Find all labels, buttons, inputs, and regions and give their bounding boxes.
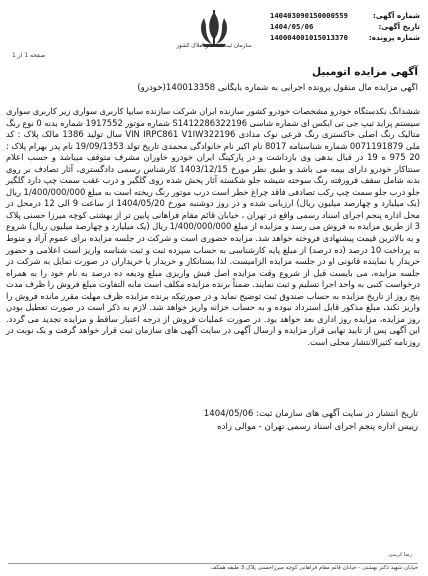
publish-date-line: تاریخ انتشار در سایت آگهی های سازمان ثبت: 1404/05/06 bbox=[203, 409, 418, 419]
notice-subtitle: آگهی مزایده مال منقول پرونده اجرایی به شماره بایگانی 140013358(خودرو) bbox=[137, 83, 418, 93]
notice-footer bbox=[8, 408, 418, 433]
ad-number-value: 140403090150000559 bbox=[270, 11, 348, 20]
office-address: خیابان شهید دکتر بهشتی - خیابان قائم مقام فراهانی کوچه میرزاحسنی پلاک 3 طبقه همکف bbox=[8, 563, 418, 571]
notice-meta bbox=[270, 10, 420, 44]
notice-body: ششدانگ یکدستگاه خودرو مشخصات خودرو کشور سازنده ایران شرکت سازنده سایپا کاربری سواری زیر کاربری سواری سیستم پراید تیپ جی تی ایکس ای شماره شاسی S1412286322196 شماره موتور 1917552 شماره بدنه 0 نوع رنگ متالیک رنگ اصلی خاکستری رنگ فرعی نوک مدادی VIN IRPC861 V1IW322196 سال تولید 1386 مالک پلاک : کد ملی 0071191879 شماره شناسنامه 8017 نام اکبر نام خانوادگی محمدی تاریخ تولد 19/09/1353 نام پدر بهرام پلاک : 20 975 ه 19 در قبال بدهی وی بازداشت و در پارکینگ ایران خودرو خاوران مشرف متوقف میباشد و حسب اعلام سنتاکار خودرو دارای بیمه می باشد و طبق نظر مورخ 1403/12/15 کارشناس رسمی دادگستری، آثار تصادف بر روی بدنه شامل سقف فرورفته رنگ سوخته شیشه جلو شکسته آثار پخش شده روی گلگیر و درب عقب سمت چپ دارد گلگیر جلو درب جلو سمت چپ رکب تصادفی فاقد چراغ خطر است درب موتور رنگ ریخته است به مبلغ 1/400/000/000 ریال (یک میلیارد و چهارصد میلیون ریال) ارزیابی شده و در روز دوشنبه مورخ 1404/05/20 از ساعت 9 الی 12 درمحل در محل اداره پنجم اجرای اسناد رسمی واقع در تهران ، خیابان قائم مقام فراهانی پایین تر از بهشتی کوچه میرزا حسنی پلاک 3 از طریق مزایده به فروش می رسد و مزایده از مبلغ 1/400/000/000 ریال (یک میلیارد و چهارصد میلیون ریال) شروع و به بالاترین قیمت پیشنهادی فروخته خواهد شد. مزایده حضوری است و شرکت در جلسه مزایده برای عموم آزاد و منوط به پرداخت 10 درصد (ده درصد) از مبلغ پایه کارشناسی به حساب سپرده ثبت و ثبت شناسه واریز است اعلامی و حضور خریدار یا نماینده قانونی او در جلسه مزایده الزامیست. لذا بستانکار و خریدار یا خریداران در صورت تمایل به شرکت در جلسه مزایده، می بایست قبل از شروع وقت مزایده اصل فیش واریزی مبلغ ودیعه ده درصد به نام خود را به همراه درخواست کتبی به واحد اجرا تسلیم و ثبت نمایند. ضمناً برنده مزایده مکلف است مابه التفاوت مبلغ فروش را ظرف مدت پنج روز از تاریخ مزایده به حساب صندوق ثبت توضیح نماید و در صورتیکه برنده مزایده ظرف مهلت مقرر مانده فروش را واریز نکند، مبلغ مذکور قابل استرداد نبوده و به حساب خزانه واریز خواهد شد. لازم به ذکر است در صورت تعطیل بودن روز مزایده، مزایده روز اداری بعد خواهد بود. در صورت عملیات فروش از درجه اعتبار ساقط و مزایده تجدید می گردد. این آگهی پس از تایید نهایی قرار مزایده و ارسال آگهی در سایت آگهی های سازمان ثبت قرار خواهد گرفت و یک نوبت در روزنامه کثیرالانتشار محلی است. bbox=[6, 106, 421, 347]
ad-date-row bbox=[270, 21, 420, 32]
ad-date-label: تاریخ آگهی: bbox=[378, 22, 420, 32]
signature-text: رضا کریمی bbox=[388, 552, 412, 558]
case-number-label: شماره پرونده: bbox=[368, 33, 420, 43]
sheet-indicator: صفحه 1 از 1 bbox=[12, 52, 46, 59]
case-number-value: 140004001015013370 bbox=[270, 33, 348, 43]
ad-number-label: شماره آگهی: bbox=[372, 11, 420, 20]
emblem-caption: سازمان ثبت اسناد و املاک کشور bbox=[176, 43, 252, 49]
ad-number-row bbox=[270, 10, 420, 21]
ad-date-value: 1404/05/06 bbox=[270, 22, 314, 32]
case-number-row bbox=[270, 32, 420, 43]
authority-line: رییس اداره پنجم اجرای اسناد رسمی تهران - موالی زاده bbox=[217, 421, 418, 432]
notice-title: آگهی مزایده اتومبیل bbox=[312, 66, 418, 78]
